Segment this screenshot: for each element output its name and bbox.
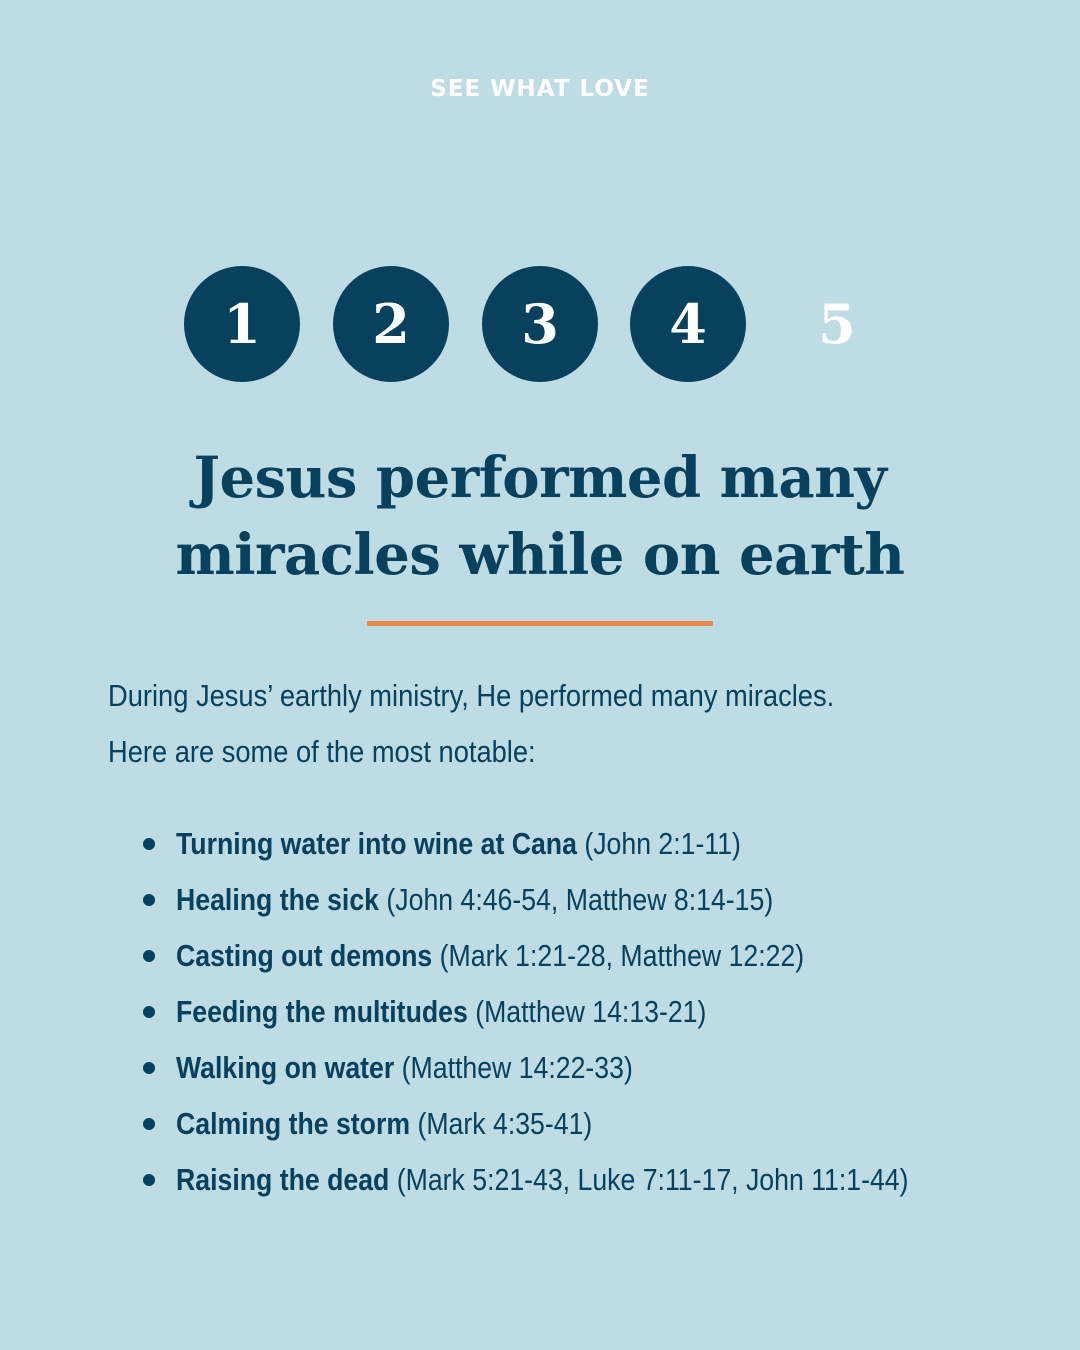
intro-line-1: During Jesus’ earthly ministry, He performed many miracles. <box>108 678 835 713</box>
intro-line-2: Here are some of the most notable: <box>108 734 536 769</box>
miracle-reference: (Matthew 14:22-33) <box>401 1050 633 1085</box>
step-3-circle: 3 <box>482 266 598 382</box>
step-2-circle: 2 <box>333 266 449 382</box>
title-line-1: Jesus performed many <box>193 445 887 511</box>
miracle-name: Calming the storm <box>176 1106 411 1141</box>
bullet-icon <box>143 838 155 850</box>
miracle-reference: (Matthew 14:13-21) <box>475 994 707 1029</box>
miracle-item <box>140 1040 1028 1096</box>
miracle-name: Walking on water <box>176 1050 395 1085</box>
miracle-item <box>140 984 1028 1040</box>
miracle-reference: (Mark 1:21-28, Matthew 12:22) <box>439 938 805 973</box>
miracle-name: Feeding the multitudes <box>176 994 468 1029</box>
step-5-current: 5 <box>818 292 856 356</box>
miracle-item <box>140 1152 1028 1208</box>
bullet-icon <box>143 894 155 906</box>
bullet-icon <box>143 1174 155 1186</box>
miracle-reference: (John 4:46-54, Matthew 8:14-15) <box>386 882 774 917</box>
miracle-name: Casting out demons <box>176 938 433 973</box>
brand-title: SEE WHAT LOVE <box>430 76 650 102</box>
miracle-reference: (John 2:1-11) <box>584 826 741 861</box>
miracle-item <box>140 816 1028 872</box>
step-4-circle: 4 <box>630 266 746 382</box>
miracle-name: Healing the sick <box>176 882 379 917</box>
page-title <box>90 440 990 594</box>
bullet-icon <box>143 1062 155 1074</box>
miracle-name: Turning water into wine at Cana <box>176 826 577 861</box>
miracle-list <box>140 816 1028 1208</box>
step-1-circle: 1 <box>184 266 300 382</box>
intro-paragraph <box>108 668 882 780</box>
bullet-icon <box>143 1118 155 1130</box>
miracle-name: Raising the dead <box>176 1162 390 1197</box>
title-divider <box>367 621 713 626</box>
bullet-icon <box>143 1006 155 1018</box>
miracle-reference: (Mark 4:35-41) <box>417 1106 593 1141</box>
miracle-item <box>140 872 1028 928</box>
miracle-reference: (Mark 5:21-43, Luke 7:11-17, John 11:1-44) <box>396 1162 909 1197</box>
title-line-2: miracles while on earth <box>175 522 905 588</box>
bullet-icon <box>143 950 155 962</box>
miracle-item <box>140 928 1028 984</box>
miracle-item <box>140 1096 1028 1152</box>
